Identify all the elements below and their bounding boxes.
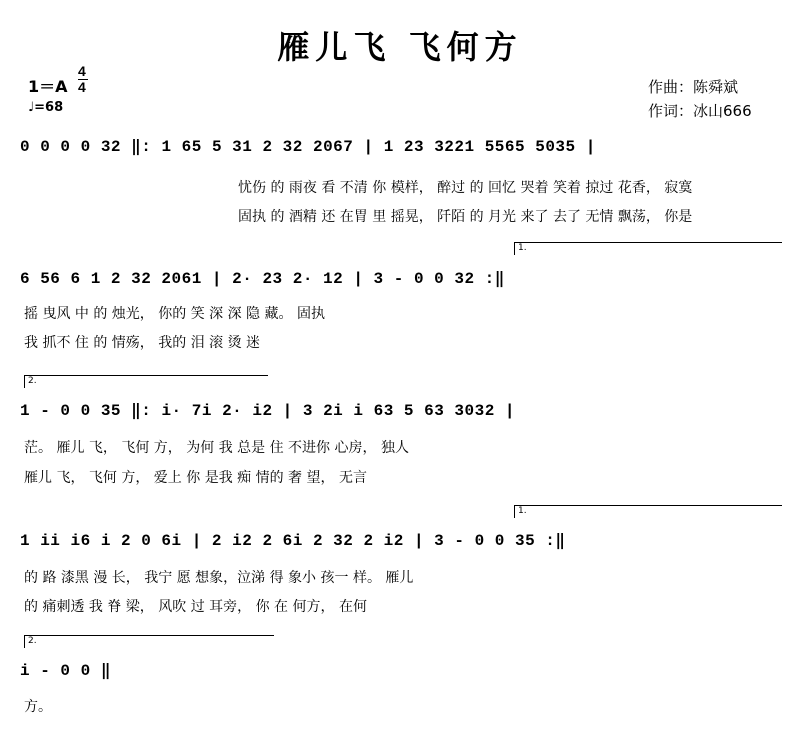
- time-signature-bottom: 4: [78, 79, 86, 95]
- time-signature-top: 4: [78, 63, 86, 79]
- lyric-line-4-verse-2: 的 痛刺透 我 脊 梁， 风吹 过 耳旁， 你 在 何方， 在何: [24, 599, 367, 615]
- key-signature: 1＝A: [28, 77, 68, 96]
- lyric-line-2-verse-2: 我 抓不 住 的 情殇， 我的 泪 滚 烫 迷: [24, 335, 261, 351]
- lyric-line-1-verse-2: 固执 的 酒精 还 在胃 里 摇晃， 阡陌 的 月光 来了 去了 无情 飘荡， 你是: [238, 209, 693, 225]
- lyric-line-5-verse-1: 方。: [24, 699, 52, 715]
- notation-line-5: i - 0 0 ‖: [20, 662, 111, 680]
- time-signature: [78, 64, 88, 95]
- song-title: 雁儿飞 飞何方: [277, 28, 523, 66]
- tempo-marking: ♩=68: [28, 100, 64, 115]
- volta-bracket-1: 1.: [514, 242, 782, 255]
- volta-bracket-3: 1.: [514, 505, 782, 518]
- notation-line-2: 6 56 6 1 2 32 2061 | 2· 23 2· 12 | 3 - 0 0 32 :‖: [20, 270, 505, 288]
- volta-bracket-2: 2.: [24, 375, 268, 388]
- lyric-line-4-verse-1: 的 路 漆黑 漫 长， 我宁 愿 想象，泣涕 得 象小 孩一 样。 雁儿: [24, 570, 414, 586]
- notation-line-4: 1 ii i6 i 2 0 6i | 2 i2 2 6i 2 32 2 i2 | 3 - 0 0 35 :‖: [20, 532, 566, 550]
- lyric-line-2-verse-1: 摇 曳风 中 的 烛光， 你的 笑 深 深 隐 藏。 固执: [24, 306, 325, 322]
- notation-line-1: 0 0 0 0 32 ‖: 1 65 5 31 2 32 2067 | 1 23 3221 5565 5035 |: [20, 138, 596, 156]
- volta-bracket-4: 2.: [24, 635, 274, 648]
- lyric-line-3-verse-1: 茫。 雁儿 飞， 飞何 方， 为何 我 总是 住 不进你 心房， 独人: [24, 440, 409, 456]
- notation-line-3: 1 - 0 0 35 ‖: i· 7i 2· i2 | 3 2i i 63 5 63 3032 |: [20, 402, 516, 420]
- lyric-line-3-verse-2: 雁儿 飞， 飞何 方， 爱上 你 是我 痴 情的 奢 望， 无言: [24, 470, 367, 486]
- lyricist-credit: 作词：冰山666: [648, 102, 752, 120]
- lyric-line-1-verse-1: 忧伤 的 雨夜 看 不清 你 模样， 醉过 的 回忆 哭着 笑着 掠过 花香， 寂寞: [238, 180, 693, 196]
- composer-credit: 作曲：陈舜斌: [648, 78, 739, 96]
